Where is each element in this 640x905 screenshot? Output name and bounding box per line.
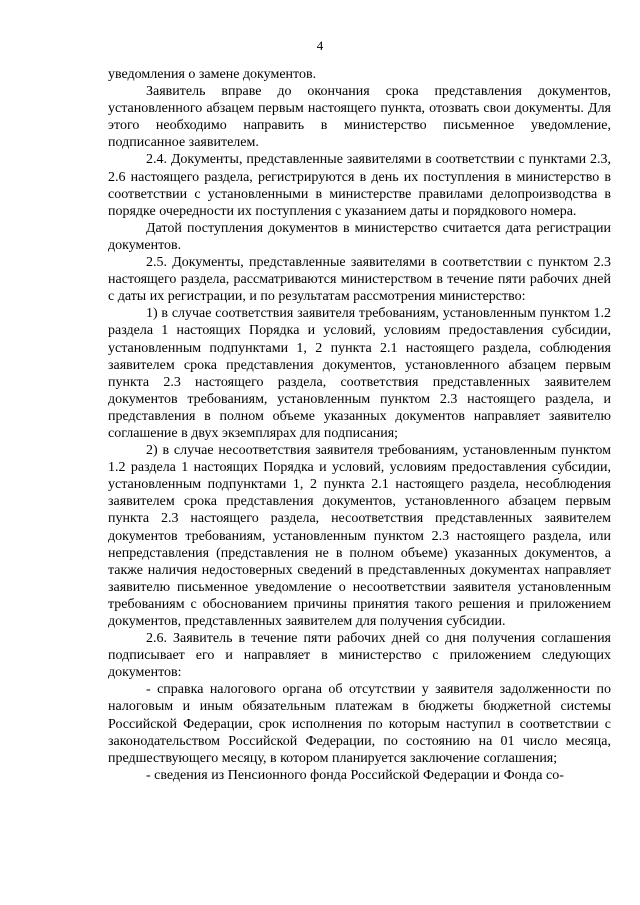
paragraph-continuation: уведомления о замене документов. [108, 67, 317, 82]
paragraph-2-6-agreement: 2.6. Заявитель в течение пяти рабочих дней со дня получения соглашения подписывает его и направляет в министерство с приложением следующих документов: [108, 631, 611, 681]
paragraph-pension-fund-info: - сведения из Пенсионного фонда Российской Федерации и Фонда со- [146, 767, 564, 783]
document-body [108, 66, 611, 784]
paragraph-case-compliance: 1) в случае соответствия заявителя требованиям, установленным пунктом 1.2 раздела 1 настоящих Порядка и условий, условиям предоставления субсидии, установленным подпунктами 1, 2 пункта 2.1 настоящего раздела, соблюдения заявителем срока представления документов, установленного абзацем первым пункта 2.3 настоящего раздела, соответствия представленных заявителем документов требованиям, установленным пунктом 2.3 настоящего раздела, и представления в полном объеме указанных документов направляет заявителю соглашение в двух экземплярах для подписания; [108, 306, 611, 441]
paragraph-receipt-date: Датой поступления документов в министерство считается дата регистрации документов. [108, 220, 611, 253]
paragraph-2-4-registration: 2.4. Документы, представленные заявителями в соответствии с пунктами 2.3, 2.6 настоящего раздела, регистрируются в день их поступления в министерство в соответствии с установленными в министерстве правилами делопроизводства в порядке очередности их поступления с указанием даты и порядкового номера. [108, 152, 611, 219]
paragraph-case-noncompliance: 2) в случае несоответствия заявителя требованиям, установленным пунктом 1.2 раздела 1 настоящих Порядка и условий, условиям предоставления субсидии, установленным подпунктами 1, 2 пункта 2.1 настоящего раздела, несоблюдения заявителем срока представления документов, установленного абзацем первым пункта 2.3 настоящего раздела, несоответствия представленных заявителем документов требованиям, установленным пунктом 2.3 настоящего раздела, или непредставления (представления не в полном объеме) указанных документов, а также наличия недостоверных сведений в представленных документах направляет заявителю письменное уведомление о несоответствии заявителя установленным требованиям с обоснованием причины принятия такого решения и приложением документов, представленных заявителем для получения субсидии. [108, 443, 611, 629]
page-number: 4 [316, 38, 324, 53]
paragraph-tax-certificate: - справка налогового органа об отсутствии у заявителя задолженности по налоговым и иным обязательным платежам в бюджеты бюджетной системы Российской Федерации, срок исполнения по которым наступил в соответствии с законодательством Российской Федерации, по состоянию на 01 число месяца, предшествующего месяцу, в котором планируется заключение соглашения; [108, 682, 611, 766]
paragraph-withdraw-documents: Заявитель вправе до окончания срока представления документов, установленного абзацем первым настоящего пункта, отозвать свои документы. Для этого необходимо направить в министерство письменное уведомление, подписанное заявителем. [108, 84, 611, 151]
paragraph-2-5-review: 2.5. Документы, представленные заявителями в соответствии с пунктом 2.3 настоящего раздела, рассматриваются министерством в течение пяти рабочих дней с даты их регистрации, и по результатам рассмотрения министерство: [108, 255, 611, 305]
